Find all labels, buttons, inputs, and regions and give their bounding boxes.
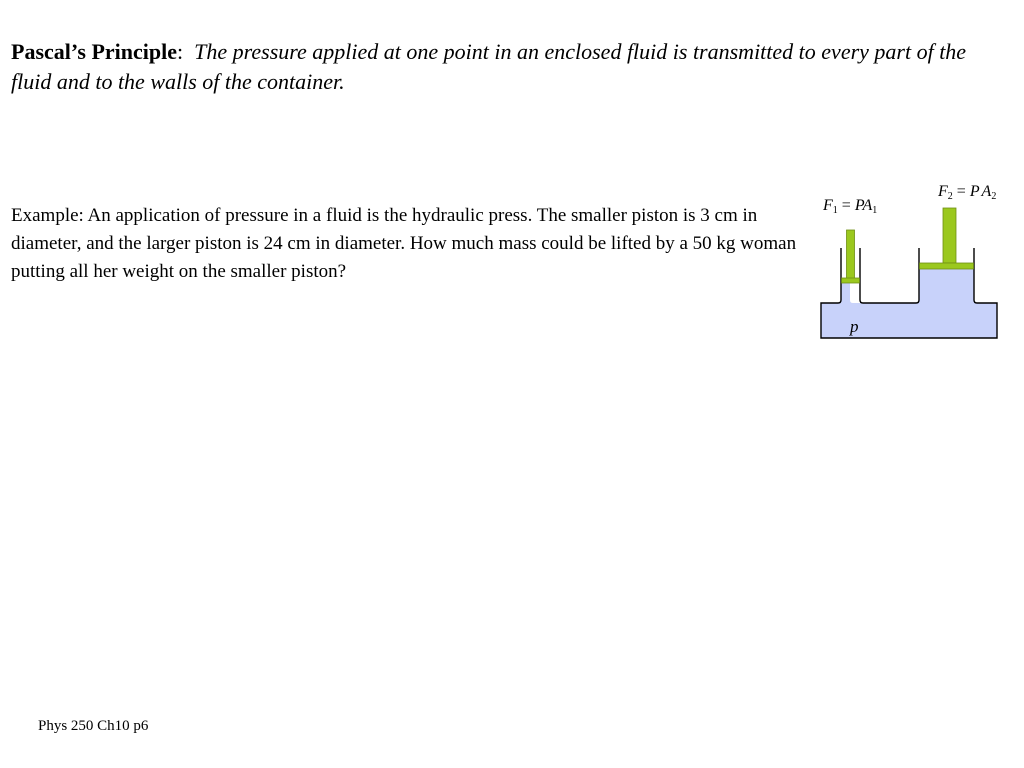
slide-footer: Phys 250 Ch10 p6 bbox=[38, 718, 149, 734]
principle-separator: : bbox=[177, 39, 184, 64]
force-2-label bbox=[937, 183, 996, 202]
principle-text: The pressure applied at one point in an enclosed fluid is transmitted to every part of the fluid and to the walls of the container. bbox=[11, 39, 967, 94]
small-piston-rod bbox=[847, 230, 855, 279]
large-piston-head bbox=[920, 263, 974, 269]
f2-symbol: F bbox=[938, 183, 948, 200]
small-piston-head bbox=[842, 278, 860, 283]
f2-subscript: 2 bbox=[947, 191, 953, 202]
f1-subscript: 1 bbox=[832, 205, 838, 216]
large-piston-rod bbox=[943, 208, 956, 263]
pascals-principle-statement bbox=[11, 37, 1011, 97]
f1-symbol: F bbox=[823, 197, 833, 214]
f2-area-subscript: 2 bbox=[991, 191, 997, 202]
f1-pa: PA bbox=[854, 197, 873, 214]
force-1-label bbox=[822, 197, 877, 216]
principle-title: Pascal’s Principle bbox=[11, 39, 177, 64]
f2-equals: = bbox=[952, 183, 970, 200]
hydraulic-press-diagram bbox=[810, 170, 1024, 350]
f1-area-subscript: 1 bbox=[872, 205, 878, 216]
f2-p: P bbox=[969, 183, 978, 200]
f1-equals: = bbox=[837, 197, 855, 214]
pressure-label: p bbox=[850, 317, 859, 336]
example-problem: Example: An application of pressure in a fluid is the hydraulic press. The smaller piston is 3 cm in diameter, and the larger piston is 24 cm in diameter. How much mass could be lifted by a 50 kg woman putting all her weight on the smaller piston? bbox=[11, 205, 797, 282]
f2-a: A bbox=[981, 183, 992, 200]
